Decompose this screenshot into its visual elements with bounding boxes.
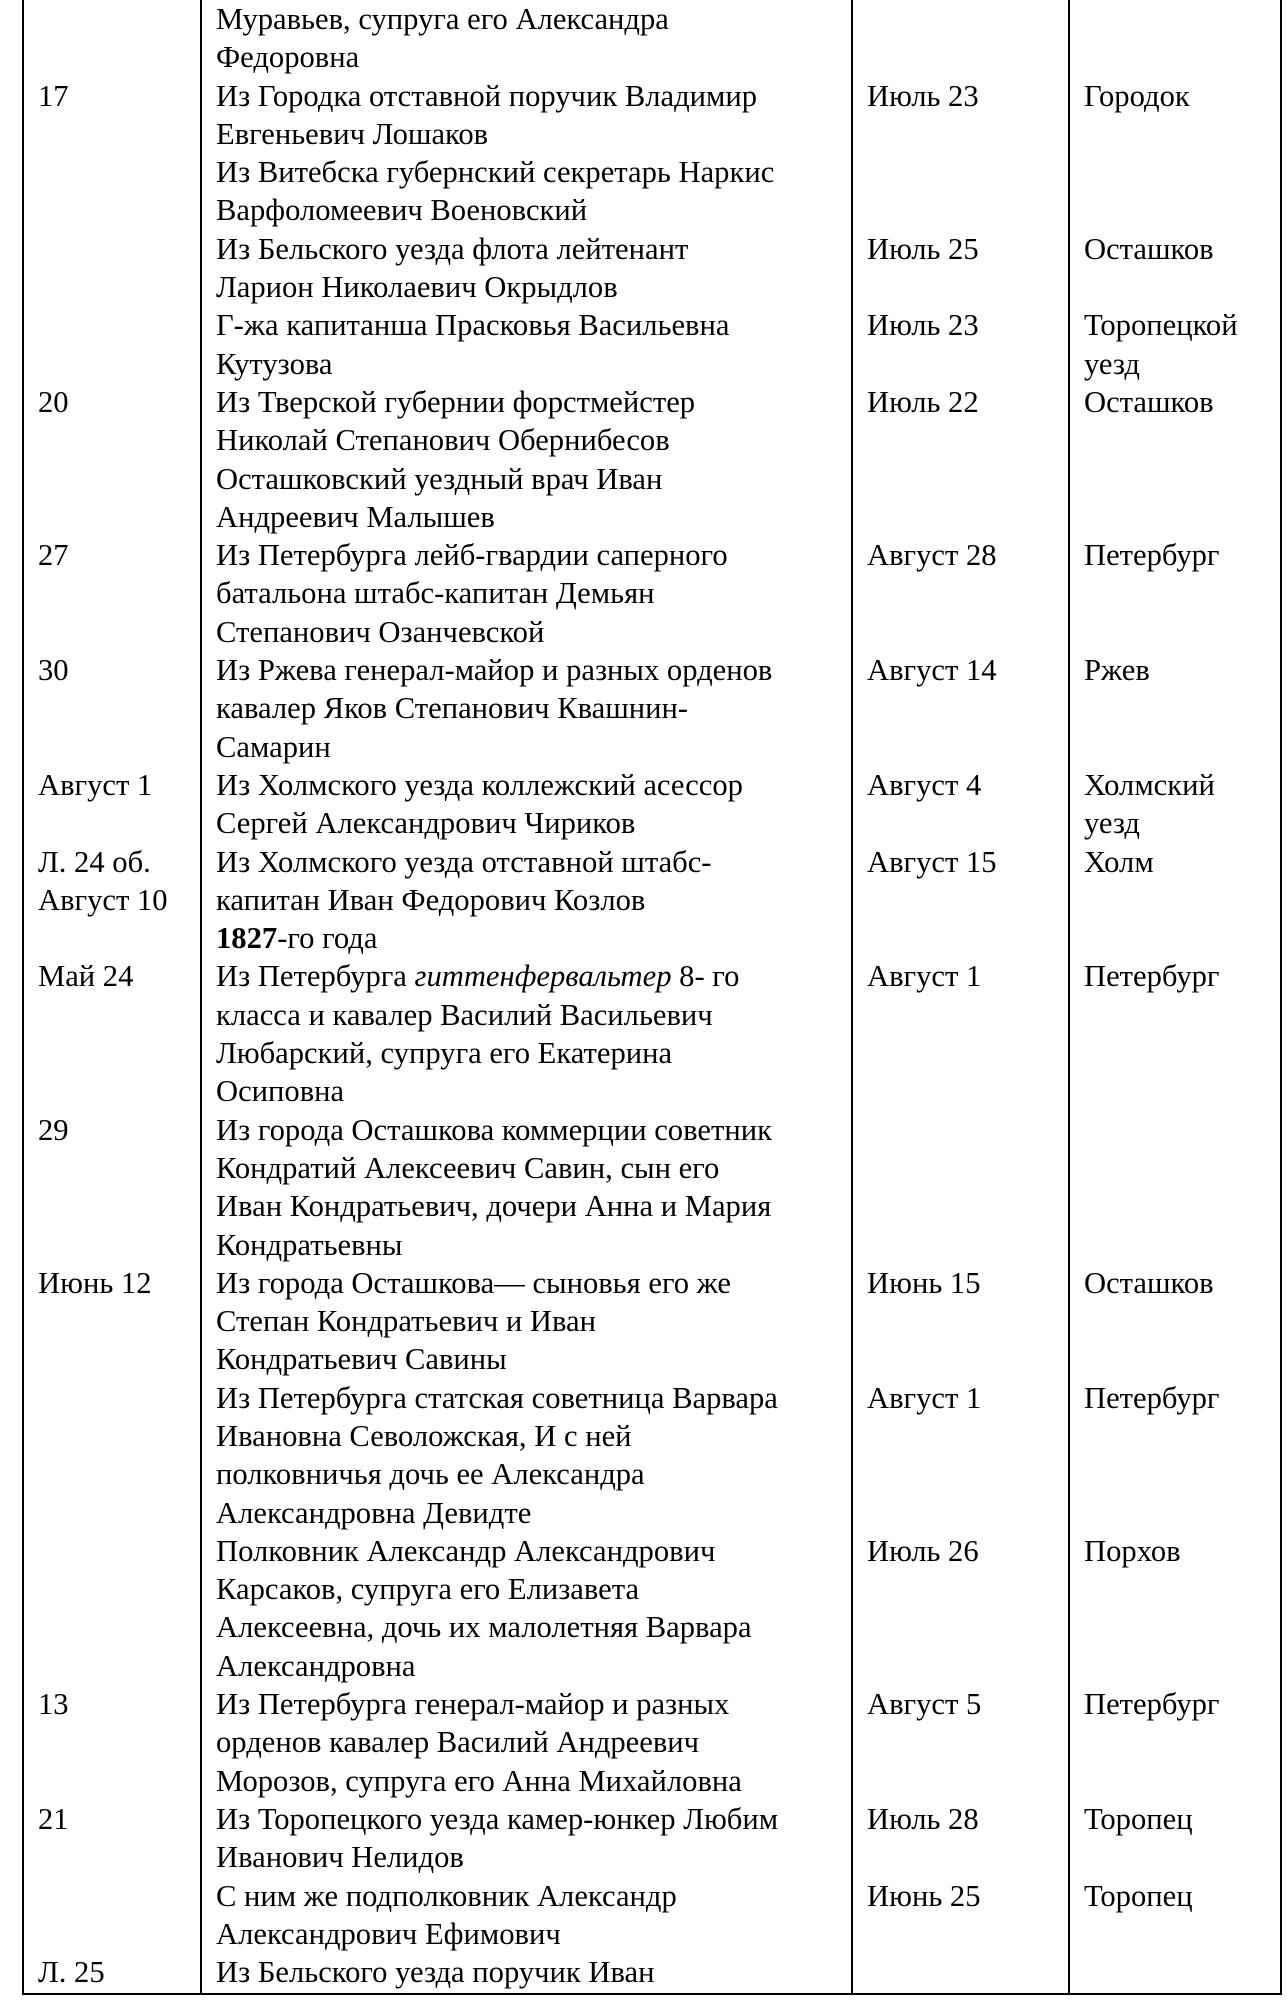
table-row (23, 0, 1281, 77)
destination-cell-line: Торопец (1084, 1801, 1193, 1836)
departure-date-cell (852, 77, 1069, 154)
entry-text-line: Из Тверской губернии форстмейстер (216, 384, 696, 419)
table-row (23, 383, 1281, 536)
table-row (23, 1379, 1281, 1532)
arrival-date-cell-line: Июнь 12 (38, 1265, 152, 1300)
entry-text-line: Алексеевна, дочь их малолетняя Варвара (216, 1610, 752, 1645)
table-row (23, 843, 1281, 920)
entry-text-line: Иванович Нелидов (216, 1840, 464, 1875)
entry-text-cell (201, 1111, 852, 1264)
departure-date-cell (852, 957, 1069, 1110)
entry-text-cell (201, 306, 852, 383)
destination-cell-line: Осташков (1084, 1265, 1214, 1300)
destination-cell (1069, 1877, 1281, 1954)
arrival-date-cell (23, 1800, 201, 1877)
entry-text-line: Кондратий Алексеевич Савин, сын его (216, 1150, 720, 1185)
departure-date-cell-line: Август 1 (867, 959, 982, 994)
entry-text-line: Морозов, супруга его Анна Михайловна (216, 1763, 742, 1798)
table-row (23, 919, 1281, 957)
departure-date-cell (852, 1379, 1069, 1532)
destination-cell (1069, 957, 1281, 1110)
destination-cell (1069, 153, 1281, 230)
departure-date-cell (852, 536, 1069, 651)
departure-date-cell-line: Июнь 25 (867, 1878, 981, 1913)
arrival-date-cell (23, 536, 201, 651)
departure-date-cell-line: Июль 28 (867, 1801, 979, 1836)
departure-date-cell (852, 0, 1069, 77)
entry-text-cell (201, 1379, 852, 1532)
arrival-date-cell (23, 766, 201, 843)
table-row (23, 1800, 1281, 1877)
entry-text-line: Муравьев, супруга его Александра (216, 2, 669, 36)
entry-text-cell (201, 0, 852, 77)
arrival-date-cell-line: Л. 25 (38, 1955, 105, 1990)
destination-cell-line: Торопецкой (1084, 308, 1238, 343)
table-row (23, 766, 1281, 843)
destination-cell-line: Ржев (1084, 653, 1150, 688)
document-page (22, 0, 1280, 1995)
departure-date-cell (852, 766, 1069, 843)
entry-text-line: С ним же подполковник Александр (216, 1878, 677, 1913)
table-row (23, 77, 1281, 154)
destination-cell (1069, 1953, 1281, 1994)
entry-text-line: Николай Степанович Обернибесов (216, 423, 670, 458)
entry-text-cell (201, 843, 852, 920)
departure-date-cell (852, 230, 1069, 307)
entry-text-cell (201, 1800, 852, 1877)
entry-text-italic: гиттенфервальтер (414, 959, 672, 994)
departure-date-cell (852, 1877, 1069, 1954)
entry-text-line: Иван Кондратьевич, дочери Анна и Мария (216, 1189, 772, 1224)
table-row (23, 230, 1281, 307)
destination-cell (1069, 919, 1281, 957)
arrival-date-cell-line: Май 24 (38, 959, 134, 994)
entry-text-line: Степанович Озанчевской (216, 614, 545, 649)
entry-text-cell (201, 766, 852, 843)
entry-text-line: Степан Кондратьевич и Иван (216, 1304, 596, 1339)
register-table-body (23, 0, 1281, 1994)
entry-text-cell (201, 383, 852, 536)
entry-text-line: Из Ржева генерал-майор и разных орденов (216, 653, 773, 688)
entry-text-line: Ларион Николаевич Окрыдлов (216, 270, 618, 305)
arrival-date-cell (23, 306, 201, 383)
arrival-date-cell-line: 21 (38, 1801, 69, 1836)
entry-text-line: Андреевич Малышев (216, 499, 495, 534)
destination-cell-line: Петербург (1084, 538, 1220, 573)
entry-text-line: Из Холмского уезда коллежский асессор (216, 767, 743, 802)
destination-cell (1069, 1532, 1281, 1685)
destination-cell (1069, 230, 1281, 307)
destination-cell (1069, 1685, 1281, 1800)
entry-text-cell (201, 1685, 852, 1800)
table-row (23, 651, 1281, 766)
arrival-date-cell-line: Август 1 (38, 767, 153, 802)
entry-text-line: Федоровна (216, 40, 360, 75)
arrival-date-cell (23, 77, 201, 154)
entry-text-pre: Из Петербурга (216, 959, 415, 994)
entry-text-line: Варфоломеевич Военовский (216, 193, 588, 228)
departure-date-cell-line: Июль 25 (867, 231, 979, 266)
departure-date-cell (852, 1685, 1069, 1800)
arrival-date-cell (23, 1111, 201, 1264)
year-heading (216, 919, 845, 957)
destination-cell-line: Городок (1084, 78, 1190, 113)
departure-date-cell-line: Август 28 (867, 538, 997, 573)
destination-cell-line: Холмский (1084, 767, 1215, 802)
entry-text-line: Осташковский уездный врач Иван (216, 461, 663, 496)
destination-cell-line: уезд (1084, 806, 1140, 841)
destination-cell (1069, 1800, 1281, 1877)
destination-cell (1069, 1264, 1281, 1379)
arrival-date-cell (23, 0, 201, 77)
table-row (23, 536, 1281, 651)
entry-text-line: Полковник Александр Александрович (216, 1533, 716, 1568)
entry-text-line: Из Петербурга генерал-майор и разных (216, 1687, 730, 1722)
entry-text-cell (201, 1877, 852, 1954)
destination-cell (1069, 766, 1281, 843)
destination-cell-line: Петербург (1084, 959, 1220, 994)
table-row (23, 1264, 1281, 1379)
entry-text-cell (201, 153, 852, 230)
entry-text-line: Александрович Ефимович (216, 1916, 561, 1951)
departure-date-cell-line: Июнь 15 (867, 1265, 981, 1300)
entry-text-line: Г-жа капитанша Прасковья Васильевна (216, 308, 730, 343)
departure-date-cell (852, 306, 1069, 383)
entry-text-line: Из Холмского уезда отставной штабс- (216, 844, 712, 879)
entry-text-line: Из города Осташкова— сыновья его же (216, 1265, 731, 1300)
entry-text-cell (201, 230, 852, 307)
arrival-date-cell-line: Л. 24 об. (38, 844, 151, 879)
arrival-date-cell-line: 17 (38, 78, 69, 113)
year-suffix: -го года (277, 921, 378, 956)
destination-cell (1069, 306, 1281, 383)
entry-text-line: Карсаков, супруга его Елизавета (216, 1572, 640, 1607)
arrival-date-cell (23, 1877, 201, 1954)
destination-cell (1069, 651, 1281, 766)
entry-text-line: Кондратьевич Савины (216, 1342, 507, 1377)
arrival-date-cell (23, 919, 201, 957)
destination-cell-line: уезд (1084, 346, 1140, 381)
entry-text-line: Из Петербурга статская советница Варвара (216, 1380, 778, 1415)
destination-cell (1069, 77, 1281, 154)
table-row (23, 1953, 1281, 1994)
destination-cell (1069, 1111, 1281, 1264)
entry-text-cell (201, 651, 852, 766)
arrival-date-cell-line: Август 10 (38, 882, 168, 917)
departure-date-cell-line: Август 1 (867, 1380, 982, 1415)
arrival-date-cell (23, 1532, 201, 1685)
entry-text-cell (201, 536, 852, 651)
departure-date-cell (852, 1111, 1069, 1264)
destination-cell (1069, 383, 1281, 536)
departure-date-cell (852, 651, 1069, 766)
entry-text-cell (201, 1264, 852, 1379)
destination-cell-line: Порхов (1084, 1533, 1181, 1568)
arrival-date-cell (23, 651, 201, 766)
entry-text-line: Александровна (216, 1648, 416, 1683)
table-row (23, 1111, 1281, 1264)
destination-cell (1069, 536, 1281, 651)
arrival-date-cell (23, 153, 201, 230)
arrival-date-cell-line: 13 (38, 1687, 69, 1722)
destination-cell-line: Осташков (1084, 384, 1214, 419)
departure-date-cell (852, 919, 1069, 957)
entry-text-cell (201, 1532, 852, 1685)
arrival-date-cell (23, 957, 201, 1110)
entry-text-line: Кутузова (216, 346, 333, 381)
entry-text-line: Из Бельского уезда поручик Иван (216, 1955, 655, 1990)
table-row (23, 153, 1281, 230)
departure-date-cell-line: Июль 23 (867, 308, 979, 343)
departure-date-cell-line: Август 14 (867, 653, 997, 688)
entry-text-line: Из города Осташкова коммерции советник (216, 1112, 772, 1147)
entry-text-line: Александровна Девидте (216, 1495, 532, 1530)
destination-cell-line: Холм (1084, 844, 1154, 879)
entry-text-cell (201, 77, 852, 154)
entry-text-line: Евгеньевич Лошаков (216, 116, 489, 151)
departure-date-cell (852, 1800, 1069, 1877)
destination-cell (1069, 1379, 1281, 1532)
departure-date-cell-line: Июль 23 (867, 78, 979, 113)
departure-date-cell (852, 1953, 1069, 1994)
arrival-date-cell-line: 27 (38, 538, 69, 573)
departure-date-cell-line: Июль 22 (867, 384, 979, 419)
arrival-date-cell (23, 383, 201, 536)
entry-text-line (216, 957, 845, 995)
destination-cell-line: Осташков (1084, 231, 1214, 266)
destination-cell-line: Петербург (1084, 1380, 1220, 1415)
departure-date-cell-line: Июль 26 (867, 1533, 979, 1568)
arrival-date-cell (23, 1264, 201, 1379)
destination-cell (1069, 0, 1281, 77)
entry-text-cell (201, 1953, 852, 1994)
entry-text-line: Сергей Александрович Чириков (216, 806, 636, 841)
arrival-date-cell (23, 230, 201, 307)
entry-text-line: Из Торопецкого уезда камер-юнкер Любим (216, 1801, 779, 1836)
entry-text-line: Самарин (216, 729, 331, 764)
entry-text-line: Любарский, супруга его Екатерина (216, 1036, 673, 1071)
entry-text-line: Из Петербурга лейб-гвардии саперного (216, 538, 728, 573)
departure-date-cell-line: Август 15 (867, 844, 997, 879)
entry-text-line: класса и кавалер Василий Васильевич (216, 997, 713, 1032)
departure-date-cell-line: Август 4 (867, 767, 982, 802)
entry-text-line: кавалер Яков Степанович Квашнин- (216, 691, 689, 726)
entry-text-line: Кондратьевны (216, 1227, 403, 1262)
departure-date-cell-line: Август 5 (867, 1687, 982, 1722)
entry-text-line: Из Витебска губернский секретарь Наркис (216, 155, 775, 190)
entry-text-line: орденов кавалер Василий Андреевич (216, 1725, 700, 1760)
departure-date-cell (852, 843, 1069, 920)
register-table (22, 0, 1282, 1995)
table-row (23, 957, 1281, 1110)
departure-date-cell (852, 1532, 1069, 1685)
destination-cell-line: Торопец (1084, 1878, 1193, 1913)
departure-date-cell (852, 153, 1069, 230)
departure-date-cell (852, 383, 1069, 536)
entry-text-line: Ивановна Севоложская, И с ней (216, 1418, 632, 1453)
arrival-date-cell (23, 1379, 201, 1532)
year-number: 1827 (216, 921, 278, 956)
arrival-date-cell (23, 843, 201, 920)
table-row (23, 1532, 1281, 1685)
table-row (23, 306, 1281, 383)
entry-text-post: 8- го (671, 959, 740, 994)
entry-text-line: капитан Иван Федорович Козлов (216, 882, 646, 917)
entry-text-line: батальона штабс-капитан Демьян (216, 576, 655, 611)
arrival-date-cell (23, 1953, 201, 1994)
departure-date-cell (852, 1264, 1069, 1379)
entry-text-line: Из Бельского уезда флота лейтенант (216, 231, 689, 266)
arrival-date-cell-line: 29 (38, 1112, 69, 1147)
table-row (23, 1877, 1281, 1954)
entry-text-cell (201, 957, 852, 1110)
entry-text-cell (201, 919, 852, 957)
arrival-date-cell-line: 30 (38, 653, 69, 688)
destination-cell-line: Петербург (1084, 1687, 1220, 1722)
table-row (23, 1685, 1281, 1800)
arrival-date-cell (23, 1685, 201, 1800)
entry-text-line: Осиповна (216, 1074, 345, 1109)
arrival-date-cell-line: 20 (38, 384, 69, 419)
entry-text-line: полковничья дочь ее Александра (216, 1457, 645, 1492)
entry-text-line: Из Городка отставной поручик Владимир (216, 78, 758, 113)
destination-cell (1069, 843, 1281, 920)
